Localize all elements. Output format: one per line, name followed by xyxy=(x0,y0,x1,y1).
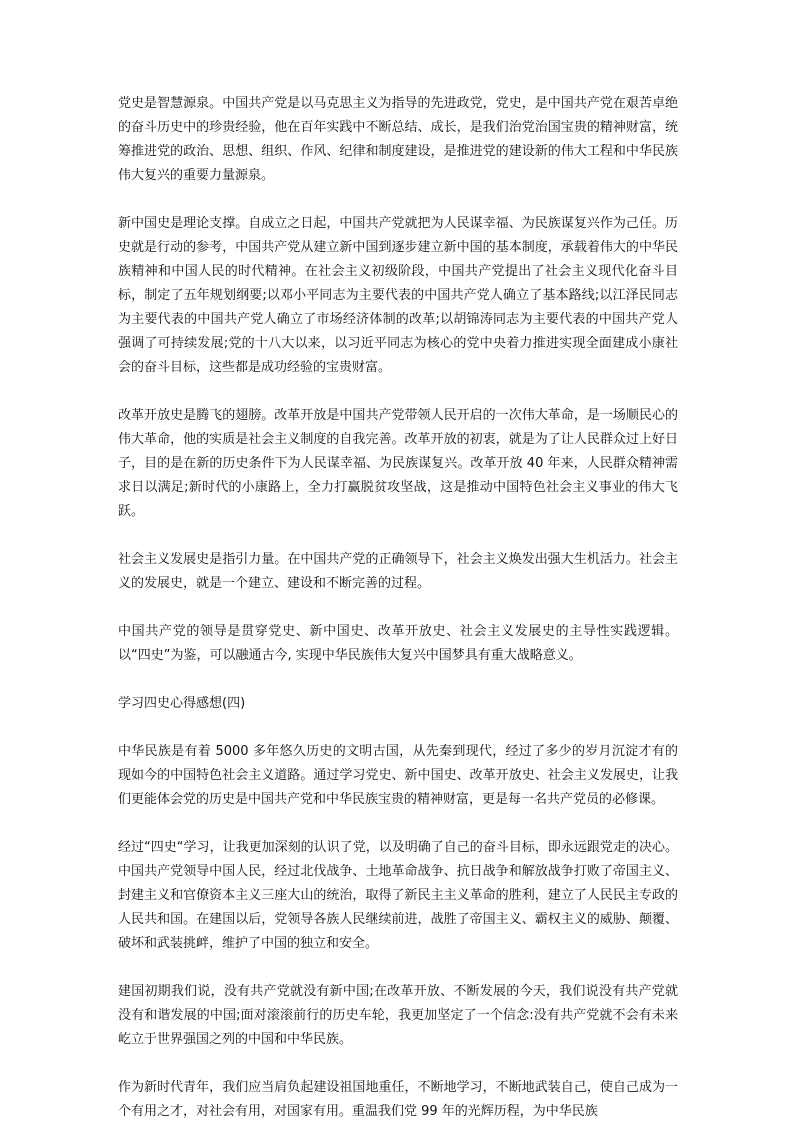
paragraph-party-history: 党史是智慧源泉。中国共产党是以马克思主义为指导的先进政党，党史，是中国共产党在艰苦卓绝的奋斗历史中的珍贵经验，他在百年实践中不断总结、成长，是我们治党治国宝贵的精神财富，统筹推进党的政治、思想、组织、作风、纪律和制度建设，是推进党的建设新的伟大工程和中华民族伟大复兴的重要力量源泉。 xyxy=(118,96,678,183)
paragraph-new-era-youth: 作为新时代青年，我们应当肩负起建设祖国地重任，不断地学习，不断地武装自己，使自己成为一个有用之才，对社会有用，对国家有用。重温我们党 99 年的光辉历程，为中华民族 xyxy=(118,1080,678,1119)
paragraph-new-china-history: 新中国史是理论支撑。自成立之日起，中国共产党就把为人民谋幸福、为民族谋复兴作为己任。历史就是行动的参考，中国共产党从建立新中国到逐步建立新中国的基本制度，承载着伟大的中华民族精神和中国人民的时代精神。在社会主义初级阶段，中国共产党提出了社会主义现代化奋斗目标，制定了五年规划纲要;以邓小平同志为主要代表的中国共产党人确立了基本路线;以江泽民同志为主要代表的中国共产党人确立了市场经济体制的改革;以胡锦涛同志为主要代表的中国共产党人强调了可持续发展;党的十八大以来，以习近平同志为核心的党中央着力推进实现全面建成小康社会的奋斗目标，这些都是成功经验的宝贵财富。 xyxy=(118,216,678,375)
paragraph-study-reflection: 经过“四史“学习，让我更加深刻的认识了党，以及明确了自己的奋斗目标，即永远跟党走的决心。中国共产党领导中国人民，经过北伐战争、土地革命战争、抗日战争和解放战争打败了帝国主义、封建主义和官僚资本主义三座大山的统治，取得了新民主主义革命的胜利，建立了人民民主专政的人民共和国。在建国以后，党领导各族人民继续前进，战胜了帝国主义、霸权主义的威胁、颠覆、破坏和武装挑衅，维护了中国的独立和安全。 xyxy=(118,840,678,951)
paragraph-reform-history: 改革开放史是腾飞的翅膀。改革开放是中国共产党带领人民开启的一次伟大革命，是一场顺民心的伟大革命，他的实质是社会主义制度的自我完善。改革开放的初衷，就是为了让人民群众过上好日子，目的是在新的历史条件下为人民谋幸福、为民族谋复兴。改革开放 40 年来，人民群众精神需求日以满足;新时代的小康路上，全力打赢脱贫攻坚战，这是推动中国特色社会主义事业的伟大飞跃。 xyxy=(118,408,678,519)
paragraph-founding-era: 建国初期我们说，没有共产党就没有新中国;在改革开放、不断发展的今天，我们说没有共产党就没有和谐发展的中国;面对滚滚前行的历史车轮，我更加坚定了一个信念:没有共产党就不会有未来屹立于世界强国之列的中国和中华民族。 xyxy=(118,984,678,1047)
section-heading: 学习四史心得感想(四) xyxy=(118,696,246,711)
paragraph-socialism-history: 社会主义发展史是指引力量。在中国共产党的正确领导下，社会主义焕发出强大生机活力。社会主义的发展史，就是一个建立、建设和不断完善的过程。 xyxy=(118,552,678,591)
paragraph-four-histories-logic: 中国共产党的领导是贯穿党史、新中国史、改革开放史、社会主义发展史的主导性实践逻辑。以“四史”为鉴，可以融通古今, 实现中华民族伟大复兴中国梦具有重大战略意义。 xyxy=(118,624,678,663)
document-body xyxy=(118,92,678,1148)
paragraph-chinese-nation: 中华民族是有着 5000 多年悠久历史的文明古国，从先秦到现代，经过了多少的岁月沉淀才有的现如今的中国特色社会主义道路。通过学习党史、新中国史、改革开放史、社会主义发展史，让我们更能体会党的历史是中国共产党和中华民族宝贵的精神财富，更是每一名共产党员的必修课。 xyxy=(118,744,678,807)
